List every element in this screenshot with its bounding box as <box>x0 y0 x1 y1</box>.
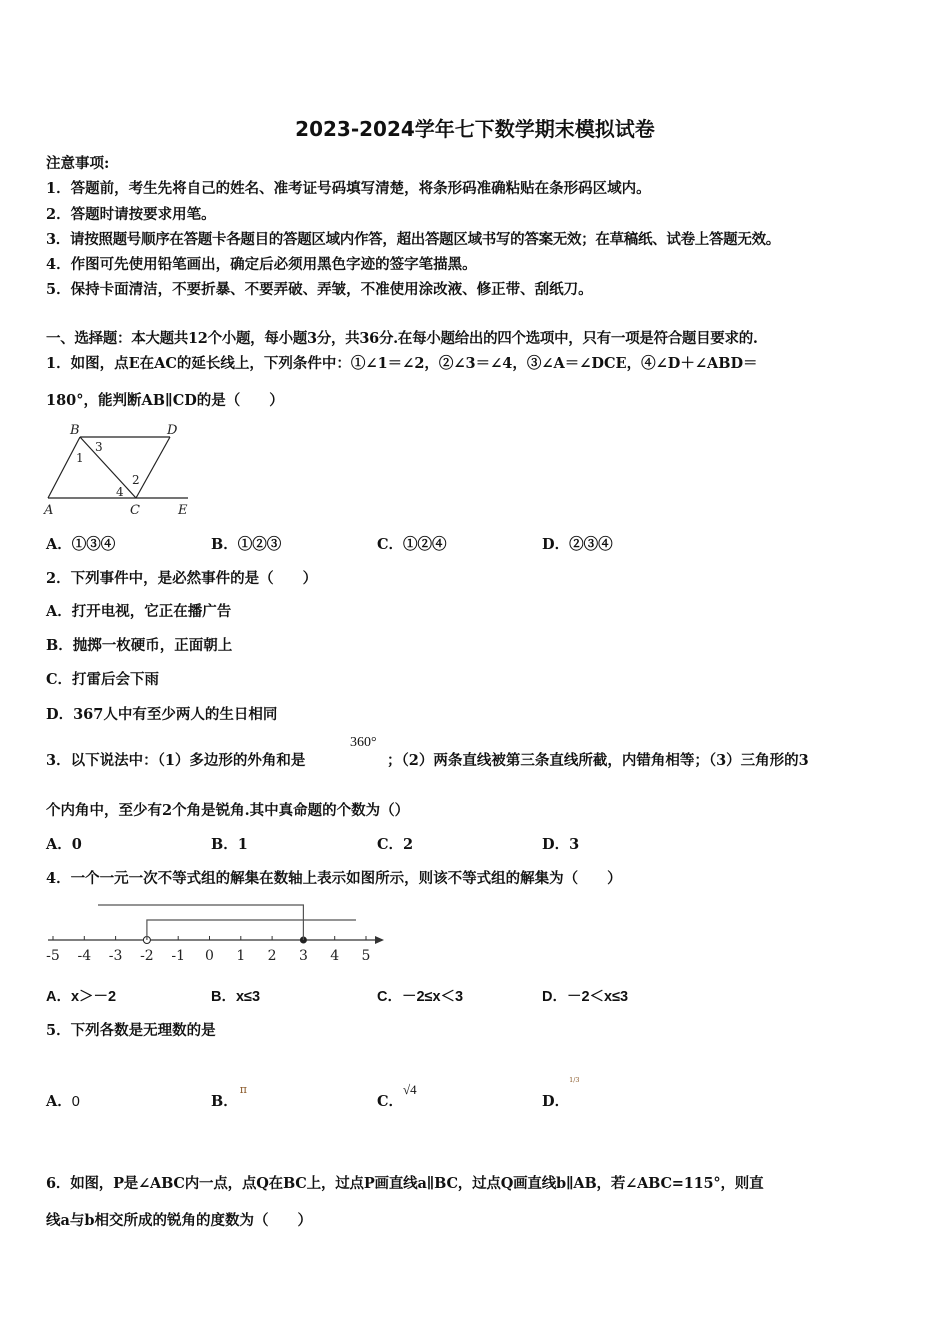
axis-tick-label: -3 <box>108 948 123 964</box>
q4-option-a[interactable]: A．x＞－2 <box>46 989 117 1005</box>
notice-item: 4．作图可先使用铅笔画出，确定后必须用黑色字迹的签字笔描黑。 <box>46 256 477 273</box>
notice-item: 1．答题前，考生先将自己的姓名、准考证号码填写清楚，将条形码准确粘贴在条形码区域内。 <box>46 180 651 197</box>
q1-figure <box>40 420 200 520</box>
q2-option-b[interactable]: B．抛掷一枚硬币，正面朝上 <box>46 637 233 654</box>
page-title: 2023-2024学年七下数学期末模拟试卷 <box>295 117 655 141</box>
label-a: A <box>44 503 54 518</box>
option-letter: C． <box>377 1093 404 1110</box>
axis-tick-label: -4 <box>77 948 92 964</box>
range-x-le-3 <box>98 905 303 940</box>
notice-heading: 注意事项: <box>46 155 110 172</box>
axis-tick-label: 2 <box>267 948 277 964</box>
label-d: D <box>167 423 178 438</box>
label-c: C <box>130 503 140 518</box>
q4-option-d[interactable]: D．－2＜x≤3 <box>542 989 629 1005</box>
axis-tick-label: 0 <box>205 948 214 964</box>
q1-option-c[interactable]: C．①②④ <box>377 536 447 553</box>
q5-stem: 5．下列各数是无理数的是 <box>46 1022 216 1039</box>
q2-stem: 2．下列事件中，是必然事件的是（ ） <box>46 570 318 587</box>
q4-option-b[interactable]: B．x≤3 <box>211 989 261 1005</box>
q1-option-b[interactable]: B．①②③ <box>211 536 282 553</box>
axis-tick-label: 4 <box>330 948 340 964</box>
q3-stem-line2: 个内角中，至少有2个角是锐角.其中真命题的个数为（） <box>46 802 410 819</box>
angle-1: 1 <box>76 451 84 465</box>
notice-item: 2．答题时请按要求用笔。 <box>46 206 216 223</box>
q4-option-c[interactable]: C．－2≤x＜3 <box>377 989 464 1005</box>
q6-stem-line1: 6．如图，P是∠ABC内一点，点Q在BC上，过点P画直线a∥BC，过点Q画直线b∥AB，若∠ABC=115°，则直 <box>46 1175 764 1192</box>
angle-4: 4 <box>116 485 124 499</box>
line-dc <box>136 437 170 498</box>
q6-stem-line2: 线a与b相交所成的锐角的度数为（ ） <box>46 1212 313 1229</box>
label-b: B <box>70 423 80 438</box>
line-bc <box>80 437 136 498</box>
axis-tick-label: 3 <box>298 948 308 964</box>
q2-option-d[interactable]: D．367人中有至少两人的生日相同 <box>46 706 278 723</box>
angle-2: 2 <box>132 473 140 487</box>
q5-option-a[interactable] <box>46 1090 80 1111</box>
q3-option-a[interactable]: A．0 <box>46 836 82 853</box>
axis-arrow <box>375 936 384 944</box>
q3-option-b[interactable]: B．1 <box>211 836 248 853</box>
fraction-value: 1/3 <box>569 1076 580 1084</box>
notice-item: 5．保持卡面清洁，不要折暴、不要弄破、弄皱，不准使用涂改液、修正带、刮纸刀。 <box>46 281 593 298</box>
q3-option-c[interactable]: C．2 <box>377 836 414 853</box>
option-letter: A． <box>46 1093 72 1110</box>
q4-number-line <box>40 895 390 970</box>
section-heading: 一、选择题：本大题共12个小题，每小题3分，共36分.在每小题给出的四个选项中，只有一项是符合题目要求的. <box>46 330 758 347</box>
q5-option-c[interactable] <box>377 1082 417 1111</box>
axis-tick-label: -2 <box>140 948 154 964</box>
line-ab <box>48 437 80 498</box>
q3-stem-part1: 3．以下说法中：（1）多边形的外角和是 <box>46 752 306 769</box>
option-letter: B． <box>211 1093 238 1110</box>
q2-option-a[interactable]: A．打开电视，它正在播广告 <box>46 603 232 620</box>
axis-tick-label: 1 <box>236 948 246 964</box>
label-e: E <box>178 503 188 518</box>
axis-tick-label: -5 <box>46 948 60 964</box>
option-letter: D． <box>542 1093 570 1110</box>
axis-tick-label: 5 <box>361 948 371 964</box>
q2-option-c[interactable]: C．打雷后会下雨 <box>46 671 160 688</box>
axis-tick-label: -1 <box>171 948 186 964</box>
q1-option-a[interactable]: A．①③④ <box>46 536 116 553</box>
notice-item: 3．请按照题号顺序在答题卡各题目的答题区域内作答，超出答题区域书写的答案无效；在草稿纸、试卷上答题无效。 <box>46 231 780 248</box>
pi-value: π <box>239 1083 247 1096</box>
sqrt-value: √4 <box>403 1082 417 1097</box>
q1-stem-line1: 1．如图，点E在AC的延长线上，下列条件中：①∠1＝∠2，②∠3＝∠4，③∠A＝∠DCE，④∠D＋∠ABD＝ <box>46 355 758 372</box>
q5-option-d[interactable] <box>542 1076 580 1111</box>
q1-option-d[interactable]: D．②③④ <box>542 536 613 553</box>
angle-3: 3 <box>95 440 103 454</box>
q4-stem: 4．一个一元一次不等式组的解集在数轴上表示如图所示，则该不等式组的解集为（ ） <box>46 870 622 887</box>
q3-superscript: 360° <box>350 735 377 750</box>
q3-stem-part2: ；（2）两条直线被第三条直线所截，内错角相等；（3）三角形的3 <box>387 752 809 769</box>
option-value: 0 <box>71 1094 80 1110</box>
q3-option-d[interactable]: D．3 <box>542 836 580 853</box>
q5-option-b[interactable] <box>211 1083 247 1111</box>
q1-stem-line2: 180°，能判断AB∥CD的是（ ） <box>46 392 284 409</box>
